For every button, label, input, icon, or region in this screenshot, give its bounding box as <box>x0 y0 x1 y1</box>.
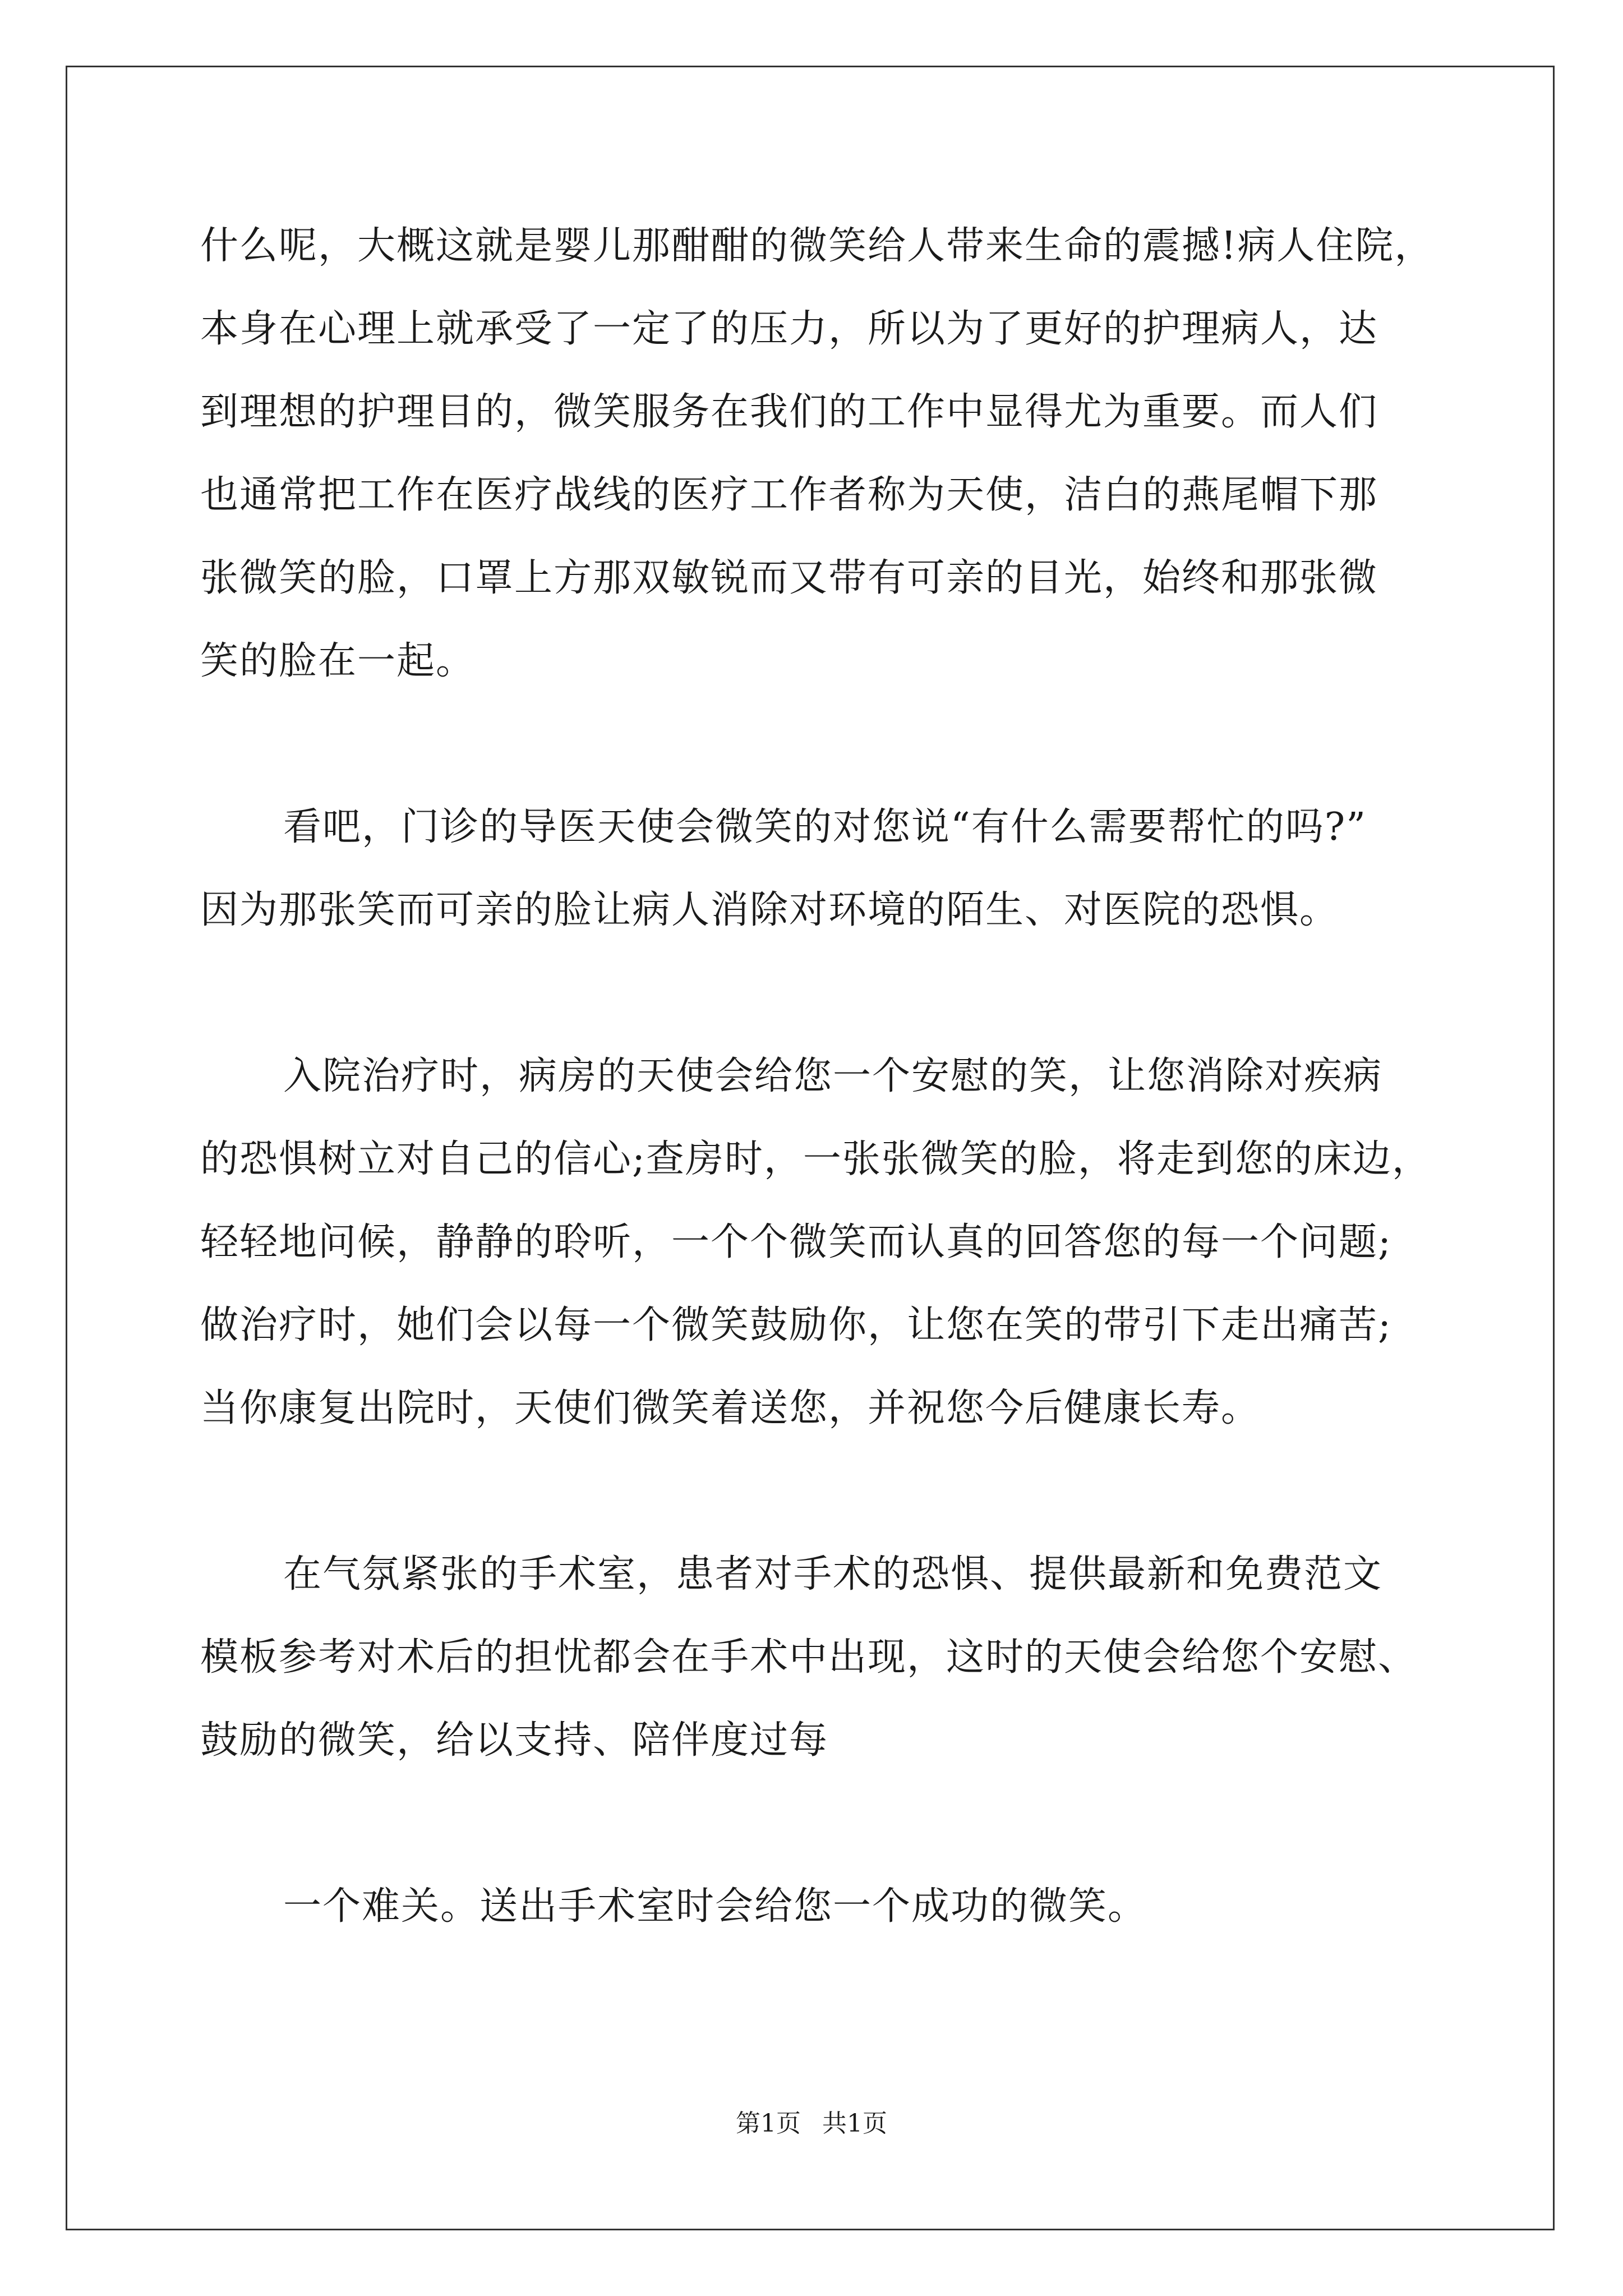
paragraph-line: 也通常把工作在医疗战线的医疗工作者称为天使，洁白的燕尾帽下那 <box>200 473 1378 517</box>
page-footer <box>0 2107 1623 2141</box>
paragraph-line: 什么呢，大概这就是婴儿那酣酣的微笑给人带来生命的震撼!病人住院， <box>200 224 1434 268</box>
paragraph-line: 张微笑的脸，口罩上方那双敏锐而又带有可亲的目光，始终和那张微 <box>200 556 1378 600</box>
paragraph-line: 一个难关。送出手术室时会给您一个成功的微笑。 <box>283 1884 1147 1929</box>
paragraph-line: 在气氛紧张的手术室，患者对手术的恐惧、提供最新和免费范文 <box>283 1552 1383 1596</box>
paragraph-line: 本身在心理上就承受了一定了的压力，所以为了更好的护理病人，达 <box>200 307 1378 351</box>
paragraph-line: 到理想的护理目的，微笑服务在我们的工作中显得尤为重要。而人们 <box>200 390 1378 434</box>
document-body <box>200 205 1434 1948</box>
paragraph-line: 因为那张笑而可亲的脸让病人消除对环境的陌生、对医院的恐惧。 <box>200 888 1339 932</box>
paragraph-line: 模板参考对术后的担忧都会在手术中出现，这时的天使会给您个安慰、 <box>200 1635 1418 1680</box>
paragraph-line: 做治疗时，她们会以每一个微笑鼓励你，让您在笑的带引下走出痛苦; <box>200 1303 1392 1347</box>
paragraph-line: 轻轻地问候，静静的聆听，一个个微笑而认真的回答您的每一个问题; <box>200 1220 1392 1264</box>
paragraph-line: 鼓励的微笑，给以支持、陪伴度过每 <box>200 1718 829 1763</box>
paragraph-line: 当你康复出院时，天使们微笑着送您，并祝您今后健康长寿。 <box>200 1386 1261 1430</box>
paragraph-line: 的恐惧树立对自己的信心;查房时，一张张微笑的脸，将走到您的床边， <box>200 1137 1431 1181</box>
paragraph-line: 入院治疗时，病房的天使会给您一个安慰的笑，让您消除对疾病 <box>283 1054 1383 1098</box>
paragraph-line: 笑的脸在一起。 <box>200 639 476 683</box>
page-number-total: 共1页 <box>822 2109 887 2138</box>
page-number-current: 第1页 <box>736 2109 801 2138</box>
paragraph-line: 看吧，门诊的导医天使会微笑的对您说“有什么需要帮忙的吗?” <box>283 805 1367 849</box>
